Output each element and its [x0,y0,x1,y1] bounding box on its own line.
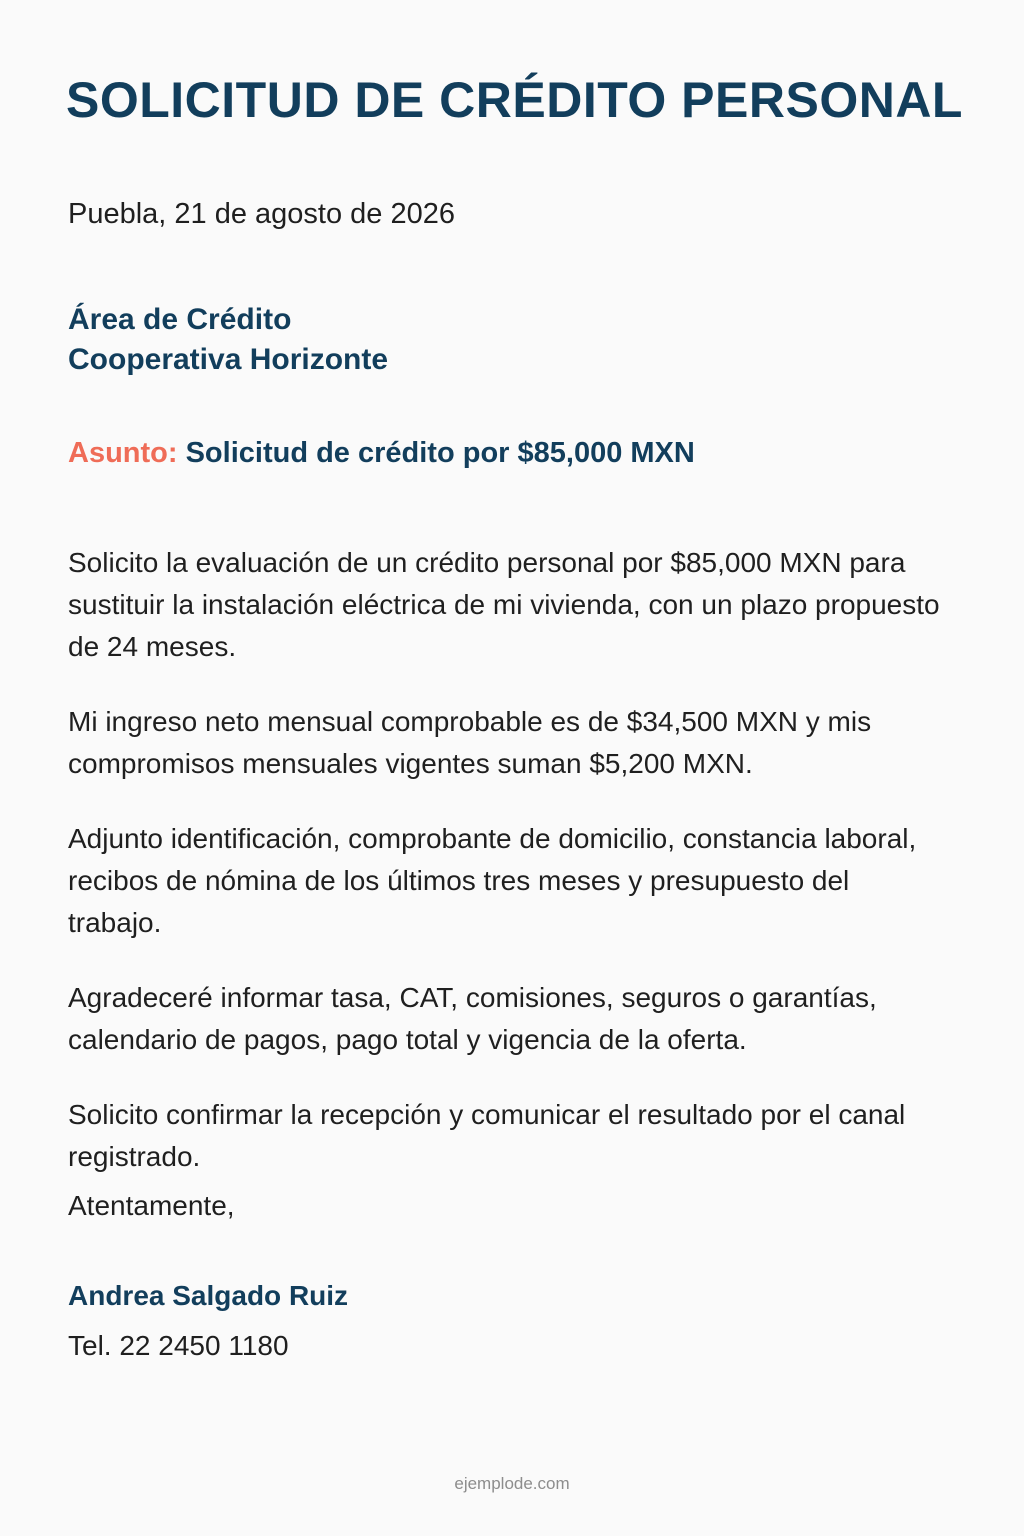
document-title: SOLICITUD DE CRÉDITO PERSONAL [66,72,963,128]
subject-label: Asunto: [68,437,178,469]
footer-site: ejemplode.com [454,1474,570,1493]
letter-body [68,542,948,1211]
letter-date: Puebla, 21 de agosto de 2026 [68,198,455,230]
recipient-department: Área de Crédito [68,303,292,336]
body-paragraph-4: Agradeceré informar tasa, CAT, comisiones, seguros o garantías, calendario de pagos, pago total y vigencia de la oferta. [68,982,877,1055]
body-paragraph-1: Solicito la evaluación de un crédito personal por $85,000 MXN para sustituir la instalación eléctrica de mi vivienda, con un plazo propuesto de 24 meses. [68,547,940,662]
body-paragraph-3: Adjunto identificación, comprobante de domicilio, constancia laboral, recibos de nómina de los últimos tres meses y presupuesto del trabajo. [68,823,917,938]
signature-phone: Tel. 22 2450 1180 [68,1330,289,1361]
subject-line [68,434,695,472]
body-paragraph-2: Mi ingreso neto mensual comprobable es de $34,500 MXN y mis compromisos mensuales vigentes suman $5,200 MXN. [68,706,872,779]
body-paragraph-5: Solicito confirmar la recepción y comunicar el resultado por el canal registrado. [68,1099,906,1172]
recipient-block [68,300,388,380]
closing-line: Atentamente, [68,1190,235,1221]
signature-name: Andrea Salgado Ruiz [68,1280,349,1311]
recipient-organization: Cooperativa Horizonte [68,343,389,376]
subject-text: Solicitud de crédito por $85,000 MXN [185,437,695,469]
